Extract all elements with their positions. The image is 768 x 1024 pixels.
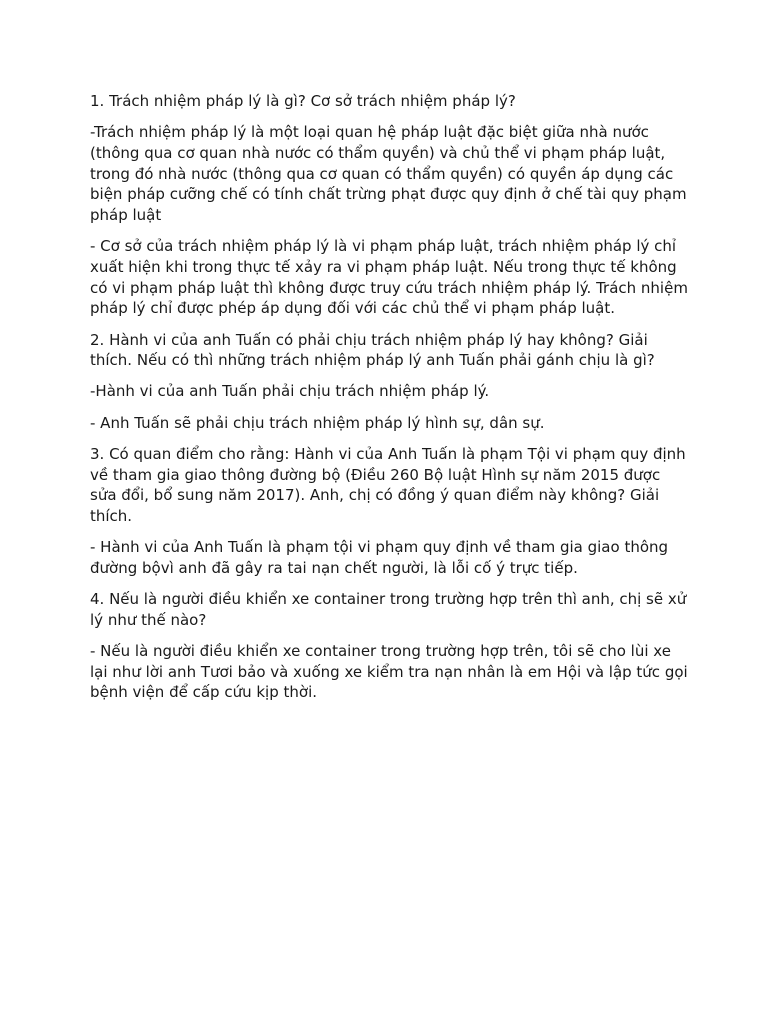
answer-3: - Hành vi của Anh Tuấn là phạm tội vi phạm quy định về tham gia giao thông đường bộvì anh đã gây ra tai nạn chết người, là lỗi cố ý trực tiếp.: [90, 538, 669, 577]
answer-1-basis: - Cơ sở của trách nhiệm pháp lý là vi phạm pháp luật, trách nhiệm pháp lý chỉ xuất hiện khi trong thực tế xảy ra vi phạm pháp luật. Nếu trong thực tế không có vi phạm pháp luật thì không được truy cứu trách nhiệm pháp lý. Trách nhiệm pháp lý chỉ được phép áp dụng đối với các chủ thể vi phạm pháp luật.: [90, 237, 688, 318]
answer-2-types: - Anh Tuấn sẽ phải chịu trách nhiệm pháp lý hình sự, dân sự.: [90, 413, 545, 432]
question-1-heading: 1. Trách nhiệm pháp lý là gì? Cơ sở trách nhiệm pháp lý?: [90, 92, 516, 110]
answer-1-definition: -Trách nhiệm pháp lý là một loại quan hệ pháp luật đặc biệt giữa nhà nước (thông qua cơ quan nhà nước có thẩm quyền) và chủ thể vi phạm pháp luật, trong đó nhà nước (thông qua cơ quan có thẩm quyền) có quyền áp dụng các biện pháp cưỡng chế có tính chất trừng phạt được quy định ở chế tài quy phạm pháp luật: [90, 123, 687, 225]
question-2-heading: 2. Hành vi của anh Tuấn có phải chịu trách nhiệm pháp lý hay không? Giải thích. Nếu có thì những trách nhiệm pháp lý anh Tuấn phải gánh chịu là gì?: [90, 330, 655, 370]
question-3-heading: 3. Có quan điểm cho rằng: Hành vi của Anh Tuấn là phạm Tội vi phạm quy định về tham gia giao thông đường bộ (Điều 260 Bộ luật Hình sự năm 2015 được sửa đổi, bổ sung năm 2017). Anh, chị có đồng ý quan điểm này không? Giải thích.: [90, 444, 686, 525]
document-page: [90, 91, 690, 714]
answer-2-liability: -Hành vi của anh Tuấn phải chịu trách nhiệm pháp lý.: [90, 382, 490, 401]
answer-4: - Nếu là người điều khiển xe container trong trường hợp trên, tôi sẽ cho lùi xe lại như lời anh Tươi bảo và xuống xe kiểm tra nạn nhân là em Hội và lập tức gọi bệnh viện để cấp cứu kịp thời.: [90, 641, 688, 702]
question-4-heading: 4. Nếu là người điều khiển xe container trong trường hợp trên thì anh, chị sẽ xử lý như thế nào?: [90, 590, 687, 629]
